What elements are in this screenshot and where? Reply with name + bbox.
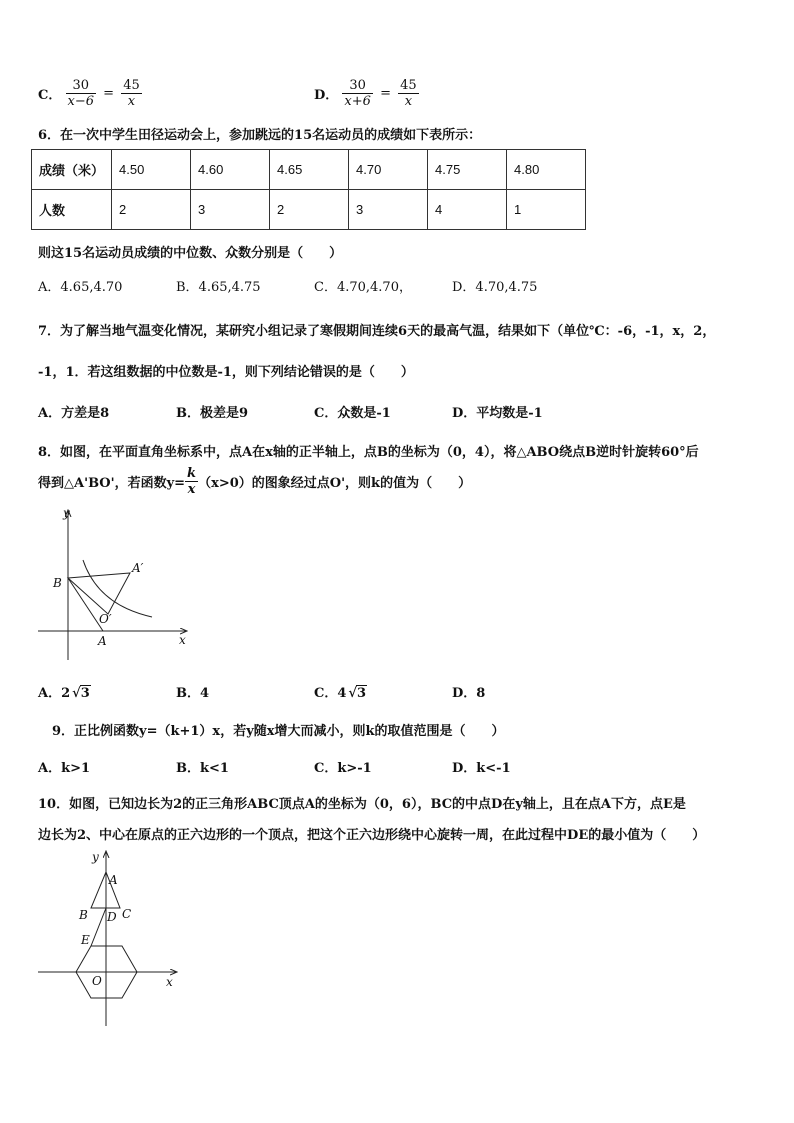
table-cell: 4 bbox=[428, 190, 507, 230]
table-header-count: 人数 bbox=[32, 190, 112, 230]
q10-figure bbox=[36, 848, 186, 1030]
q6-stem: 6．在一次中学生田径运动会上，参加跳远的15名运动员的成绩如下表所示： bbox=[38, 128, 482, 143]
q8-option-c[interactable]: C．4 √3 bbox=[314, 686, 366, 701]
radicand: 3 bbox=[356, 686, 366, 701]
table-cell: 1 bbox=[507, 190, 586, 230]
label-a: A bbox=[98, 634, 107, 648]
fraction-numerator: 30 bbox=[342, 78, 373, 94]
triangle-a-prime-b-o-prime bbox=[68, 573, 130, 614]
equals-sign: = bbox=[103, 86, 115, 101]
label-a: A bbox=[109, 873, 118, 887]
table-cell: 4.60 bbox=[191, 150, 270, 190]
table-row bbox=[32, 190, 586, 230]
q8-stem-prefix: 得到△A'BO'，若函数y= bbox=[38, 476, 186, 491]
table-cell: 4.75 bbox=[428, 150, 507, 190]
q7-stem-line2: -1，1．若这组数据的中位数是-1，则下列结论错误的是（ ） bbox=[38, 365, 414, 380]
segment-de bbox=[91, 908, 106, 946]
label-b: B bbox=[53, 576, 62, 590]
q9-option-d[interactable]: D．k<-1 bbox=[452, 761, 511, 776]
equals-sign: = bbox=[380, 86, 391, 101]
label-x: x bbox=[166, 975, 173, 989]
option-label: D． bbox=[314, 88, 339, 103]
fraction-numerator: k bbox=[187, 466, 197, 481]
fraction-denominator: x−6 bbox=[67, 94, 94, 109]
q6-option-a[interactable]: A．4.65,4.70 bbox=[38, 280, 123, 295]
fraction-denominator: x bbox=[187, 482, 196, 497]
scores-table bbox=[31, 149, 586, 230]
table-cell: 3 bbox=[191, 190, 270, 230]
fraction-numerator: 30 bbox=[66, 78, 97, 94]
q6-option-c[interactable]: C．4.70,4.70， bbox=[314, 280, 412, 295]
table-cell: 2 bbox=[112, 190, 191, 230]
label-e: E bbox=[81, 933, 90, 947]
radicand: 3 bbox=[80, 686, 90, 701]
q8-option-d[interactable]: D．8 bbox=[452, 686, 486, 701]
table-cell: 2 bbox=[270, 190, 349, 230]
fraction-denominator: x+6 bbox=[344, 94, 371, 109]
label-d: D bbox=[107, 910, 117, 924]
table-row bbox=[32, 150, 586, 190]
fraction-numerator: 45 bbox=[400, 78, 417, 93]
q10-stem-line2: 边长为2、中心在原点的正六边形的一个顶点，把这个正六边形绕中心旋转一周，在此过程中DE的最小值为（ ） bbox=[38, 828, 706, 843]
q7-option-d[interactable]: D．平均数是-1 bbox=[452, 406, 543, 421]
label-o: O bbox=[92, 974, 102, 988]
q8-stem-line2 bbox=[38, 466, 471, 497]
q9-option-c[interactable]: C．k>-1 bbox=[314, 761, 372, 776]
label-o-prime: O′ bbox=[99, 612, 112, 626]
q7-stem-line1: 7．为了解当地气温变化情况，某研究小组记录了寒假期间连续6天的最高气温，结果如下（单位℃：-6，-1，x，2， bbox=[38, 324, 716, 339]
fraction-denominator: x bbox=[127, 94, 136, 109]
q8-stem-line1: 8．如图，在平面直角坐标系中，点A在x轴的正半轴上，点B的坐标为（0，4），将△ABO绕点B逆时针旋转60°后 bbox=[38, 445, 699, 460]
q5-option-d[interactable] bbox=[314, 78, 419, 109]
fraction-numerator: 45 bbox=[123, 78, 140, 93]
table-cell: 3 bbox=[349, 190, 428, 230]
q7-option-a[interactable]: A．方差是8 bbox=[38, 406, 110, 421]
option-label: C．4 bbox=[314, 686, 347, 701]
table-cell: 4.70 bbox=[349, 150, 428, 190]
q6-option-d[interactable]: D．4.70,4.75 bbox=[452, 280, 538, 295]
fraction-denominator: x bbox=[404, 94, 413, 109]
table-cell: 4.80 bbox=[507, 150, 586, 190]
q8-figure bbox=[36, 505, 196, 665]
q9-option-b[interactable]: B．k<1 bbox=[176, 761, 229, 776]
q6-option-b[interactable]: B．4.65,4.75 bbox=[176, 280, 261, 295]
q10-stem-line1: 10．如图，已知边长为2的正三角形ABC顶点A的坐标为（0，6），BC的中点D在y轴上，且在点A下方，点E是 bbox=[38, 797, 686, 812]
label-y: y bbox=[92, 850, 99, 864]
label-y: y bbox=[63, 506, 70, 520]
q7-option-c[interactable]: C．众数是-1 bbox=[314, 406, 391, 421]
label-c: C bbox=[122, 907, 132, 921]
label-x: x bbox=[179, 633, 186, 647]
q5-option-c[interactable] bbox=[38, 78, 142, 109]
label-a-prime: A′ bbox=[132, 561, 144, 575]
q6-question: 则这15名运动员成绩的中位数、众数分别是（ ） bbox=[38, 246, 343, 261]
q8-option-b[interactable]: B．4 bbox=[176, 686, 210, 701]
q9-stem: 9．正比例函数y=（k+1）x，若y随x增大而减小，则k的取值范围是（ ） bbox=[52, 724, 505, 739]
q8-option-a[interactable]: A．2 √3 bbox=[38, 686, 90, 701]
q8-stem-suffix: （x>0）的图象经过点O'，则k的值为（ ） bbox=[198, 476, 472, 491]
q9-option-a[interactable]: A．k>1 bbox=[38, 761, 91, 776]
label-b: B bbox=[79, 908, 88, 922]
table-header-score: 成绩（米） bbox=[32, 150, 112, 190]
table-cell: 4.65 bbox=[270, 150, 349, 190]
option-label: A．2 bbox=[38, 686, 71, 701]
table-cell: 4.50 bbox=[112, 150, 191, 190]
q7-option-b[interactable]: B．极差是9 bbox=[176, 406, 249, 421]
option-label: C． bbox=[38, 88, 62, 103]
